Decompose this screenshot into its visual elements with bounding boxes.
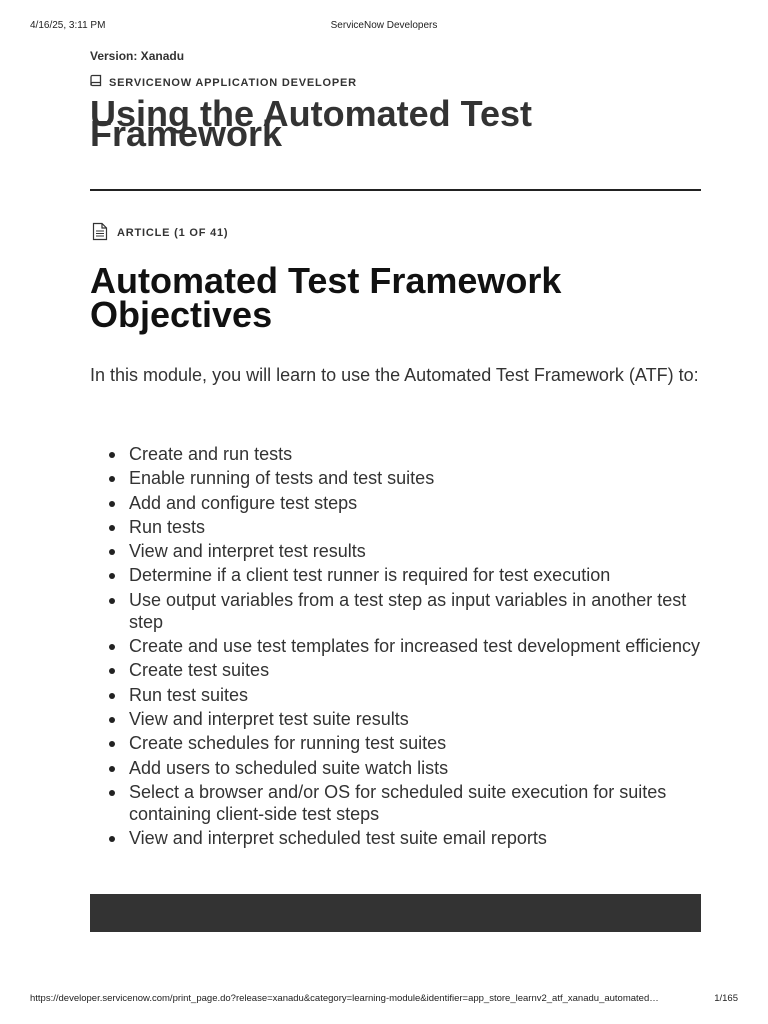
course-label: SERVICENOW APPLICATION DEVELOPER (109, 76, 357, 89)
list-item: Run tests (129, 516, 705, 538)
print-site-title: ServiceNow Developers (330, 20, 438, 31)
document-icon (92, 222, 117, 244)
print-footer (0, 993, 768, 1007)
list-item: Add and configure test steps (129, 492, 705, 514)
list-item: Add users to scheduled suite watch lists (129, 757, 705, 779)
article-indicator (92, 222, 228, 244)
list-item: View and interpret scheduled test suite email reports (129, 827, 705, 849)
dark-banner (90, 894, 701, 932)
list-item: Create test suites (129, 659, 705, 681)
list-item: View and interpret test results (129, 540, 705, 562)
header-divider (90, 189, 701, 191)
list-item: Create and run tests (129, 443, 705, 465)
print-url: https://developer.servicenow.com/print_page.do?release=xanadu&category=learning-module&identifier=app_store_learnv2_atf_xanadu_automated… (30, 993, 659, 1004)
objectives-list (90, 443, 705, 851)
page-number: 1/165 (714, 993, 738, 1004)
article-counter: ARTICLE (1 OF 41) (117, 227, 229, 239)
list-item: Create schedules for running test suites (129, 732, 705, 754)
version-label: Version: Xanadu (90, 49, 185, 63)
module-title: Using the Automated Test Framework (90, 93, 533, 154)
article-title: Automated Test Framework Objectives (90, 260, 562, 335)
list-item: Determine if a client test runner is required for test execution (129, 564, 705, 586)
list-item: Use output variables from a test step as input variables in another test step (129, 589, 705, 633)
print-date: 4/16/25, 3:11 PM (30, 20, 106, 31)
list-item: Create and use test templates for increased test development efficiency (129, 635, 705, 657)
list-item: Run test suites (129, 684, 705, 706)
course-link[interactable] (90, 74, 357, 91)
list-item: View and interpret test suite results (129, 708, 705, 730)
intro-paragraph: In this module, you will learn to use the Automated Test Framework (ATF) to: (90, 365, 699, 385)
book-icon (90, 74, 109, 91)
list-item: Enable running of tests and test suites (129, 467, 705, 489)
print-header (0, 20, 768, 34)
list-item: Select a browser and/or OS for scheduled suite execution for suites containing client-side test steps (129, 781, 705, 825)
